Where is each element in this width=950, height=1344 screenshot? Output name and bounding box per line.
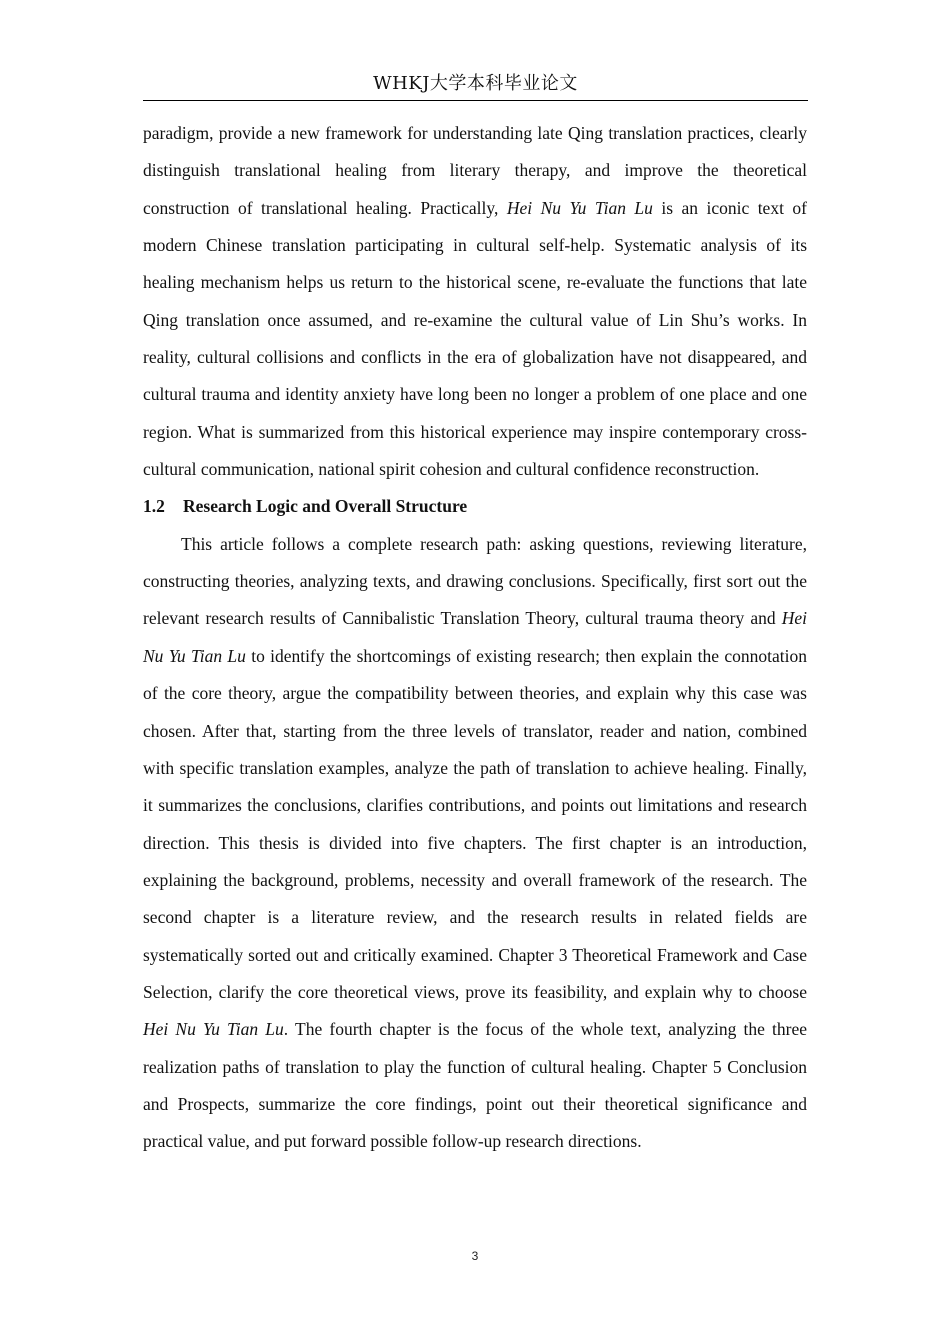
running-header: WHKJ大学本科毕业论文 — [373, 73, 578, 94]
paragraph-2 — [143, 526, 807, 1161]
paragraph-2-text: . The fourth chapter is the focus of the whole text, analyzing the three realization paths of translation to play the function of cultural healing. Chapter 5 Conclusion and Prospects, summarize the core findings, point out their theoretical significance and practical value, and put forward possible follow-up research directions. — [143, 1019, 807, 1152]
paragraph-2-text: This article follows a complete research path: asking questions, reviewing literature, constructing theories, analyzing texts, and drawing conclusions. Specifically, first sort out the relevant research results of Cannibalistic Translation Theory, cultural trauma theory and — [143, 533, 807, 629]
paragraph-2-text: to identify the shortcomings of existing research; then explain the connotation of the core theory, argue the compatibility between theories, and explain why this case was chosen. After that, starting from the three levels of translator, reader and nation, combined with specific translation examples, analyze the path of translation to achieve healing. Finally, it summarizes the conclusions, clarifies contributions, and points out limitations and research direction. This thesis is divided into five chapters. The first chapter is an introduction, explaining the background, problems, necessity and overall framework of the research. The second chapter is a literature review, and the research results in related fields are systematically sorted out and critically examined. Chapter 3 Theoretical Framework and Case Selection, clarify the core theoretical views, prove its feasibility, and explain why to choose — [143, 645, 807, 1002]
body-text — [143, 115, 807, 1161]
book-title: Hei Nu Yu Tian Lu — [143, 1019, 284, 1040]
section-heading — [143, 488, 807, 525]
page-number: 3 — [471, 1249, 479, 1263]
paragraph-1-text: is an iconic text of modern Chinese translation participating in cultural self-help. Systematic analysis of its healing mechanism helps us return to the historical scene, re-evaluate the functions that late Qing translation once assumed, and re-examine the cultural value of Lin Shu’s works. In reality, cultural collisions and conflicts in the era of globalization have not disappeared, and cultural trauma and identity anxiety have long been no longer a problem of one place and one region. What is summarized from this historical experience may inspire contemporary cross-cultural communication, national spirit cohesion and cultural confidence reconstruction. — [143, 197, 807, 480]
header-rule — [143, 100, 808, 101]
section-title: Research Logic and Overall Structure — [183, 496, 468, 517]
section-number: 1.2 — [143, 496, 165, 517]
book-title: Hei Nu Yu Tian Lu — [506, 197, 653, 218]
book-title: Hei Nu Yu Tian Lu — [143, 608, 807, 666]
paragraph-1-text: paradigm, provide a new framework for understanding late Qing translation practices, clearly distinguish translational healing from literary therapy, and improve the theoretical construction of translational healing. Practically, — [143, 123, 807, 218]
paragraph-1 — [143, 115, 807, 488]
